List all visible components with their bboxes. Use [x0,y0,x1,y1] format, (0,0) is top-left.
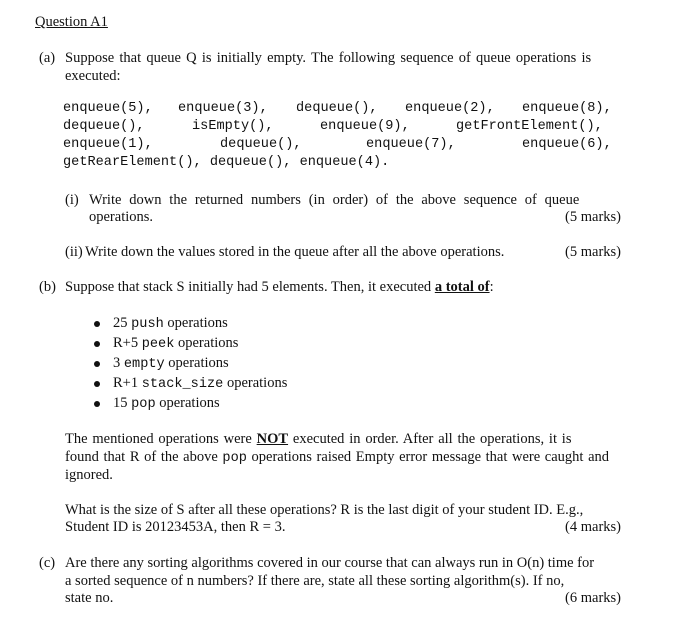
bullet-code: peek [141,337,175,352]
bullet-count: 25 [113,315,132,331]
code-row-1-item-2: enqueue(3), [178,101,268,116]
part-b-intro-emphasis: a total of [434,279,490,295]
code-row-3-item-3: enqueue(7), [366,137,456,152]
code-row-3-item-1: enqueue(1), [63,137,153,152]
part-c-label: (c) [39,555,56,571]
part-c-marks: (6 marks) [565,590,621,606]
subpart-i-line1: Write down the returned numbers (in order) of the above sequence of queue [89,192,580,208]
subpart-i-label: (i) [65,192,79,208]
code-row-1-item-3: dequeue(), [296,101,378,116]
code-row-4: getRearElement(), dequeue(), enqueue(4). [63,155,390,170]
para1-not-emphasis: NOT [256,431,289,447]
para1-pop-code: pop [222,451,247,466]
bullet-dot [94,401,100,407]
part-a-intro-line1: Suppose that queue Q is initially empty. The following sequence of queue operations is [65,50,592,66]
code-row-3-item-2: dequeue(), [220,137,302,152]
bullet-suffix: operations [223,375,288,391]
bullet-push [113,315,228,332]
part-c-line1: Are there any sorting algorithms covered in our course that can always run in O(n) time for [65,555,595,571]
bullet-code: empty [123,357,165,372]
bullet-count: 3 [113,355,124,371]
bullet-suffix: operations [174,335,239,351]
bullet-peek [113,335,238,352]
part-a-intro-line2: executed: [65,68,121,84]
part-b-para2-line2: Student ID is 20123453A, then R = 3. [65,519,286,535]
para1-text-d: operations raised Empty error message that were caught and [251,449,610,465]
subpart-ii-text: Write down the values stored in the queue after all the above operations. [85,244,505,260]
bullet-dot [94,341,100,347]
part-b-intro-colon: : [489,279,494,295]
bullet-dot [94,361,100,367]
bullet-count: R+1 [113,375,142,391]
code-row-1-item-4: enqueue(2), [405,101,495,116]
part-b-intro [65,279,494,296]
subpart-i-marks: (5 marks) [565,209,621,225]
bullet-suffix: operations [163,315,228,331]
bullet-code: pop [131,397,156,412]
para1-text-a: The mentioned operations were [65,431,252,447]
bullet-dot [94,381,100,387]
bullet-suffix: operations [155,395,220,411]
subpart-ii-label: (ii) [65,244,83,260]
part-a-label: (a) [39,50,56,66]
subpart-i-line2: operations. [89,209,154,225]
bullet-pop [113,395,220,412]
part-b-para2-line1: What is the size of S after all these operations? R is the last digit of your student ID. E.g., [65,502,584,518]
code-row-1-item-1: enqueue(5), [63,101,153,116]
bullet-code: push [131,317,164,332]
part-b-marks: (4 marks) [565,519,621,535]
bullet-count: 15 [113,395,132,411]
subpart-ii-marks: (5 marks) [565,244,621,260]
code-row-3-item-4: enqueue(6), [522,137,612,152]
bullet-count: R+5 [113,335,142,351]
part-b-para1-line3: ignored. [65,467,113,483]
part-b-label: (b) [39,279,56,295]
code-row-2-item-2: isEmpty(), [192,119,274,134]
part-c-line3: state no. [65,590,114,606]
part-b-intro-text: Suppose that stack S initially had 5 elements. Then, it executed [65,279,432,295]
part-b-para1-line1 [65,431,571,448]
bullet-suffix: operations [164,355,229,371]
bullet-empty [113,355,229,372]
code-row-2-item-1: dequeue(), [63,119,145,134]
code-row-2-item-4: getFrontElement(), [456,119,603,134]
bullet-dot [94,321,100,327]
para1-text-c: found that R of the above [65,449,218,465]
code-row-1-item-5: enqueue(8), [522,101,612,116]
para1-text-b: executed in order. After all the operations, it is [292,431,572,447]
part-c-line2: a sorted sequence of n numbers? If there are, state all these sorting algorithm(s). If no, [65,573,565,589]
question-title: Question A1 [35,14,108,30]
code-row-2-item-3: enqueue(9), [320,119,410,134]
bullet-stack-size [113,375,287,392]
bullet-code: stack_size [141,377,224,392]
part-b-para1-line2 [65,449,609,466]
